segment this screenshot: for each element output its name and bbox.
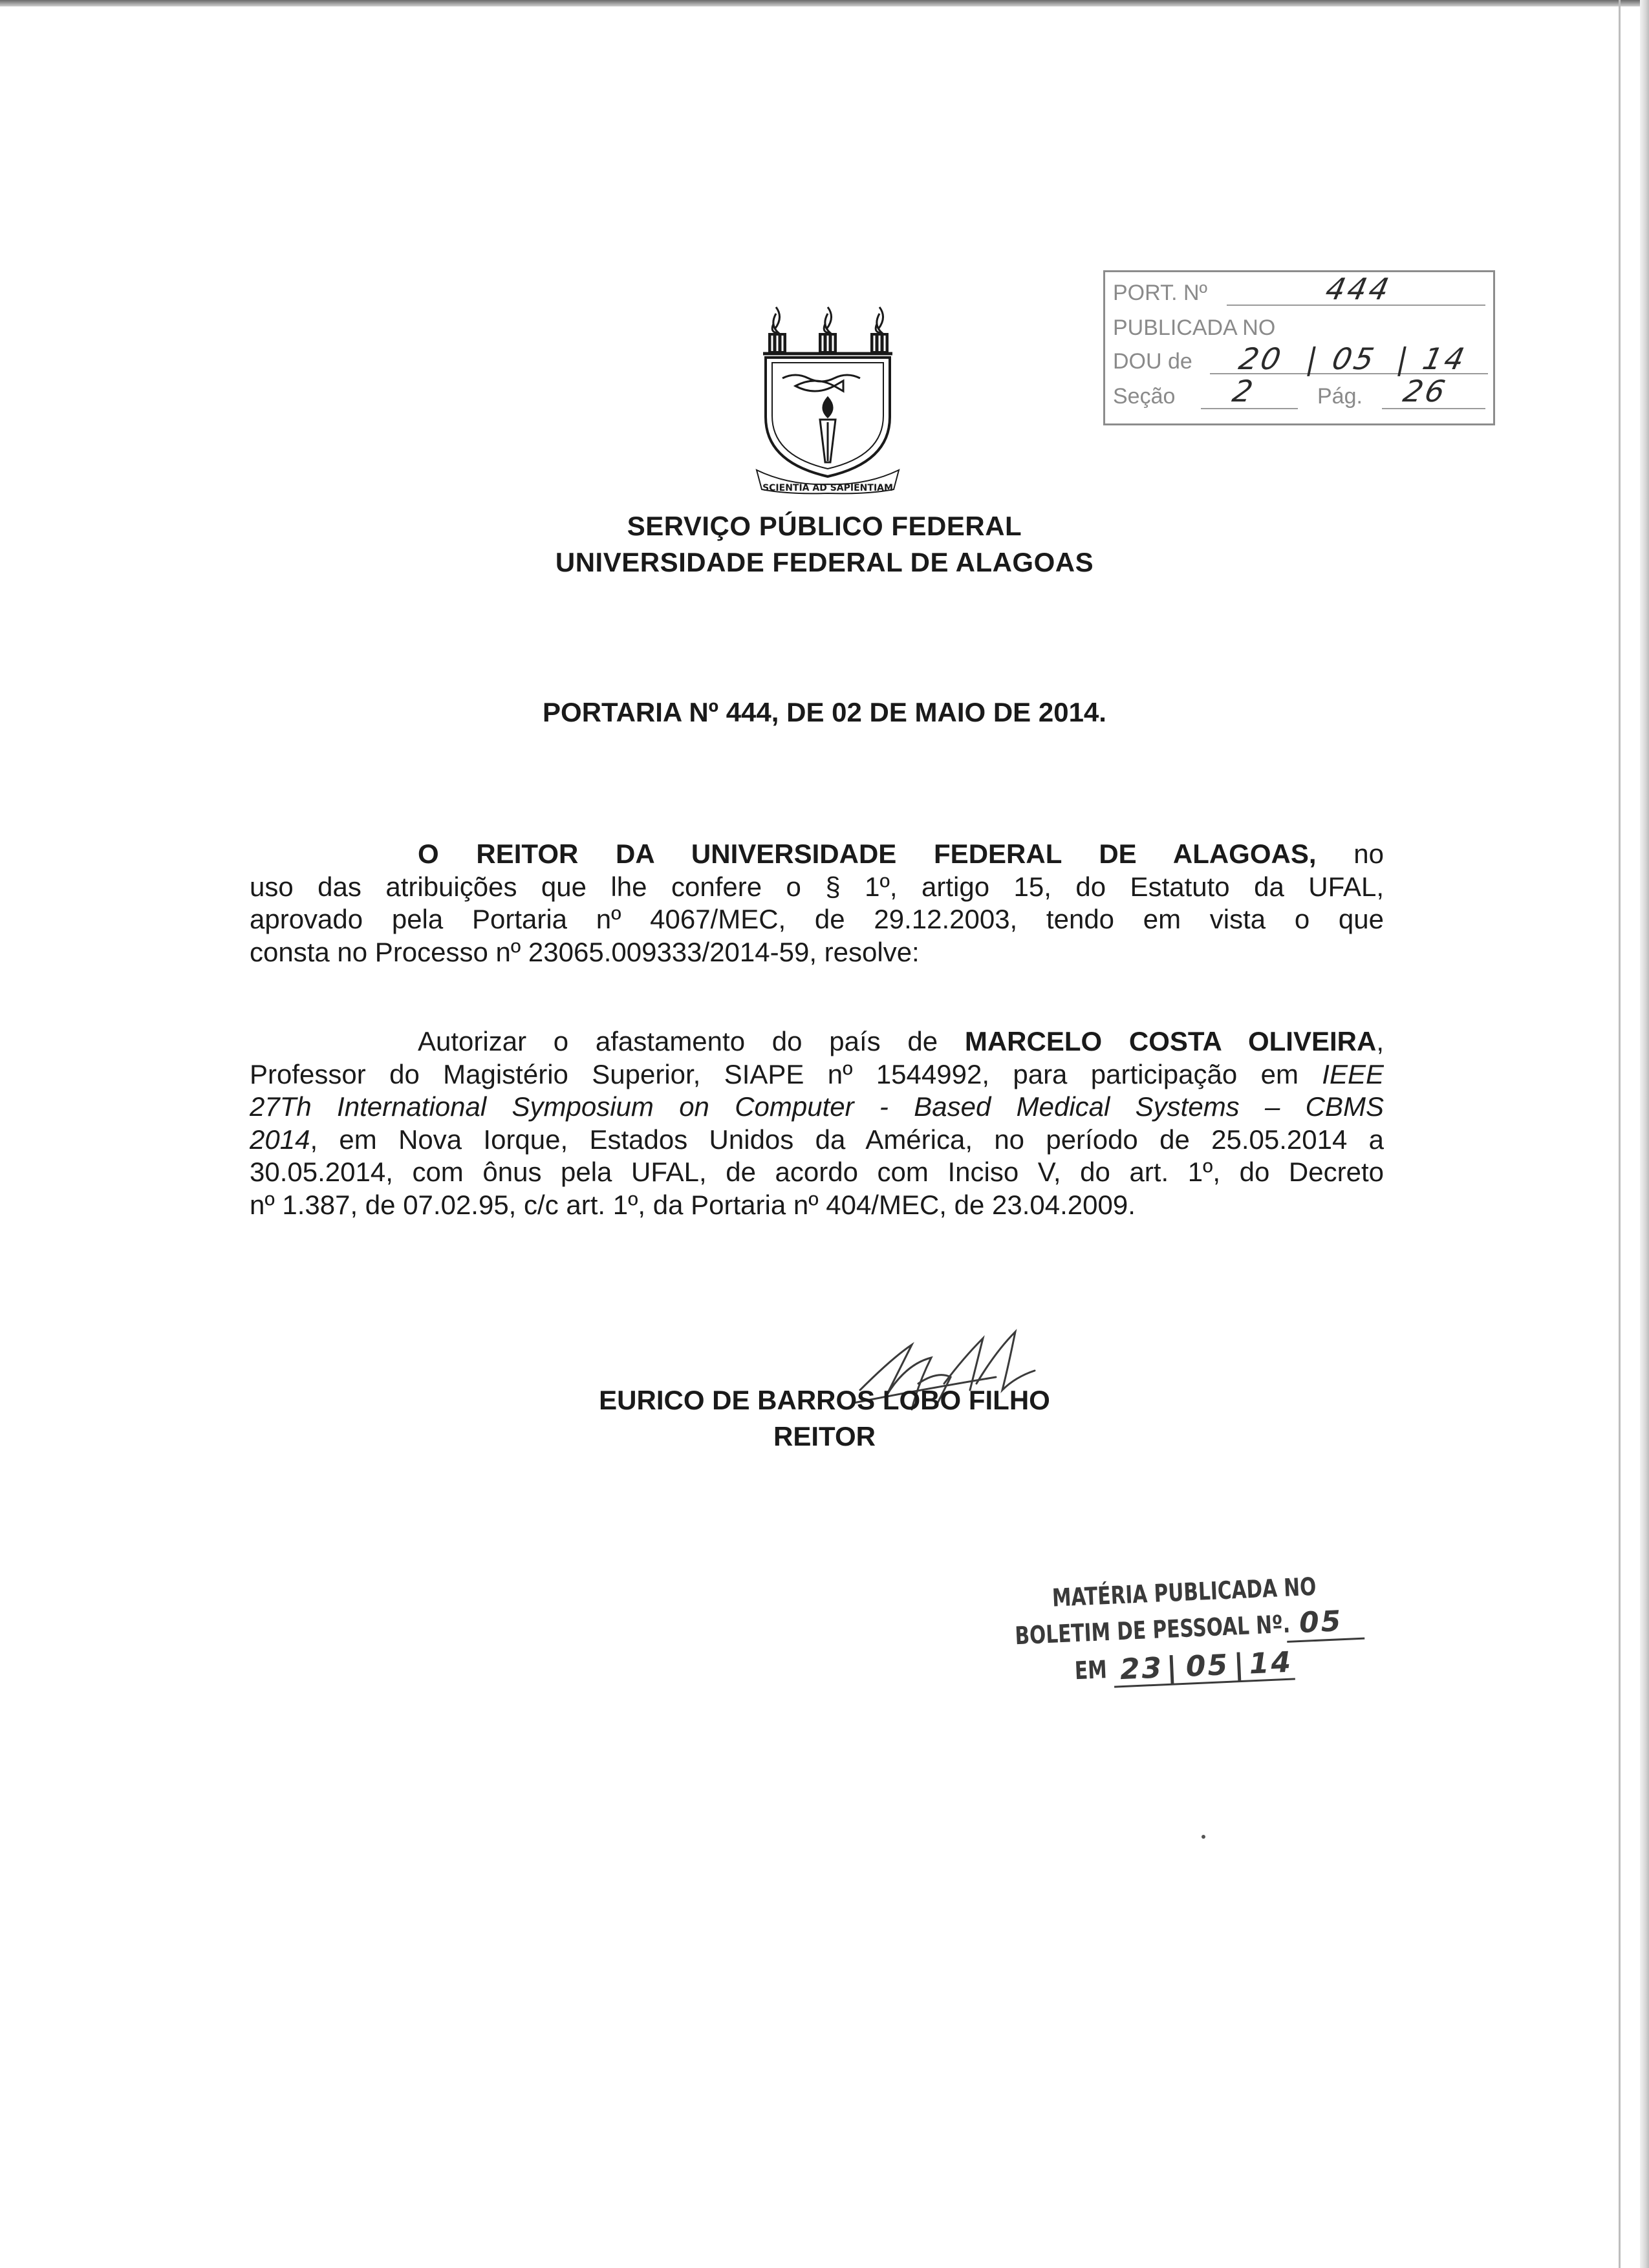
boletim-number: 05 [1298,1605,1344,1640]
resolution-paragraph [250,1025,1384,1221]
pag-number: 26 [1400,374,1451,409]
boletim-date-label: EM [1074,1655,1108,1685]
resolution-line [250,1058,1384,1091]
boletim-month: 05 [1185,1648,1231,1684]
date-separator: | [1394,341,1414,376]
publicada-row [1113,311,1275,345]
document-title: PORTARIA Nº 444, DE 02 DE MAIO DE 2014. [543,697,1106,727]
professor-name: MARCELO COSTA OLIVEIRA [964,1026,1377,1056]
dou-day: 20 [1236,341,1287,376]
secao-row [1113,374,1451,413]
resolution-line [250,1124,1384,1157]
preamble-line: uso das atribuições que lhe confere o § 1º, artigo 15, do Estatuto da UFAL, [250,871,1384,902]
secao-label: Seção [1113,384,1176,409]
date-separator: | [1303,341,1324,376]
pag-label: Pág. [1317,384,1363,409]
signatory-name: EURICO DE BARROS LOBO FILHO [599,1385,1050,1415]
scan-edge-line [1619,0,1621,2268]
reitor-heading: O REITOR DA UNIVERSIDADE FEDERAL DE ALAGOAS, [418,839,1317,869]
date-separator: | [1233,1647,1247,1682]
boletim-day: 23 [1119,1651,1165,1687]
scan-edge-right [1640,0,1649,2268]
boletim-line-2: BOLETIM DE PESSOAL Nº. [1014,1609,1291,1651]
resolution-text: , [1376,1026,1384,1056]
header-line-1: SERVIÇO PÚBLICO FEDERAL [627,511,1022,541]
ufal-coat-of-arms-icon [750,301,905,495]
boletim-stamp [1013,1570,1380,1708]
secao-number: 2 [1229,374,1259,409]
preamble-line: aprovado pela Portaria nº 4067/MEC, de 29.12.2003, tendo em vista o que [250,904,1384,934]
resolution-line: 30.05.2014, com ônus pela UFAL, de acordo com Inciso V, do art. 1º, do Decreto [250,1157,1384,1187]
port-number: 444 [1322,272,1395,306]
event-name: IEEE [1322,1058,1384,1089]
preamble-paragraph [250,838,1384,968]
dou-date-row [1113,341,1471,378]
resolution-line [250,1025,1384,1058]
date-separator: | [1165,1651,1180,1685]
event-name: 2014 [250,1124,310,1155]
dou-year: 14 [1419,341,1471,376]
emblem-motto: SCIENTIA AD SAPIENTIAM [762,483,893,493]
dou-publication-stamp [1103,270,1495,425]
preamble-line: consta no Processo nº 23065.009333/2014-59, resolve: [250,936,920,967]
boletim-line-1: MATÉRIA PUBLICADA NO [1051,1572,1317,1612]
preamble-text: no [1316,839,1384,869]
scan-speck [1202,1835,1205,1839]
port-label: PORT. Nº [1113,281,1207,305]
event-name: 27Th International Symposium on Computer - Based Medical Systems – CBMS [250,1091,1384,1122]
resolution-line: nº 1.387, de 07.02.95, c/c art. 1º, da Portaria nº 404/MEC, de 23.04.2009. [250,1189,1136,1220]
boletim-year: 14 [1248,1645,1294,1681]
signatory-role: REITOR [773,1421,876,1451]
publicada-label: PUBLICADA NO [1113,316,1276,340]
dou-month: 05 [1329,341,1380,376]
scan-edge-top [0,0,1649,6]
header-line-2: UNIVERSIDADE FEDERAL DE ALAGOAS [555,547,1094,577]
resolution-text: Professor do Magistério Superior, SIAPE nº 1544992, para participação em [250,1058,1322,1089]
dou-label: DOU de [1113,349,1192,374]
port-row [1113,272,1395,310]
resolution-text: Autorizar o afastamento do país de [418,1026,965,1056]
handwritten-signature-icon [841,1319,1073,1435]
resolution-text: , em Nova Iorque, Estados Unidos da América, no período de 25.05.2014 a [310,1124,1384,1155]
preamble-line [250,838,1384,871]
